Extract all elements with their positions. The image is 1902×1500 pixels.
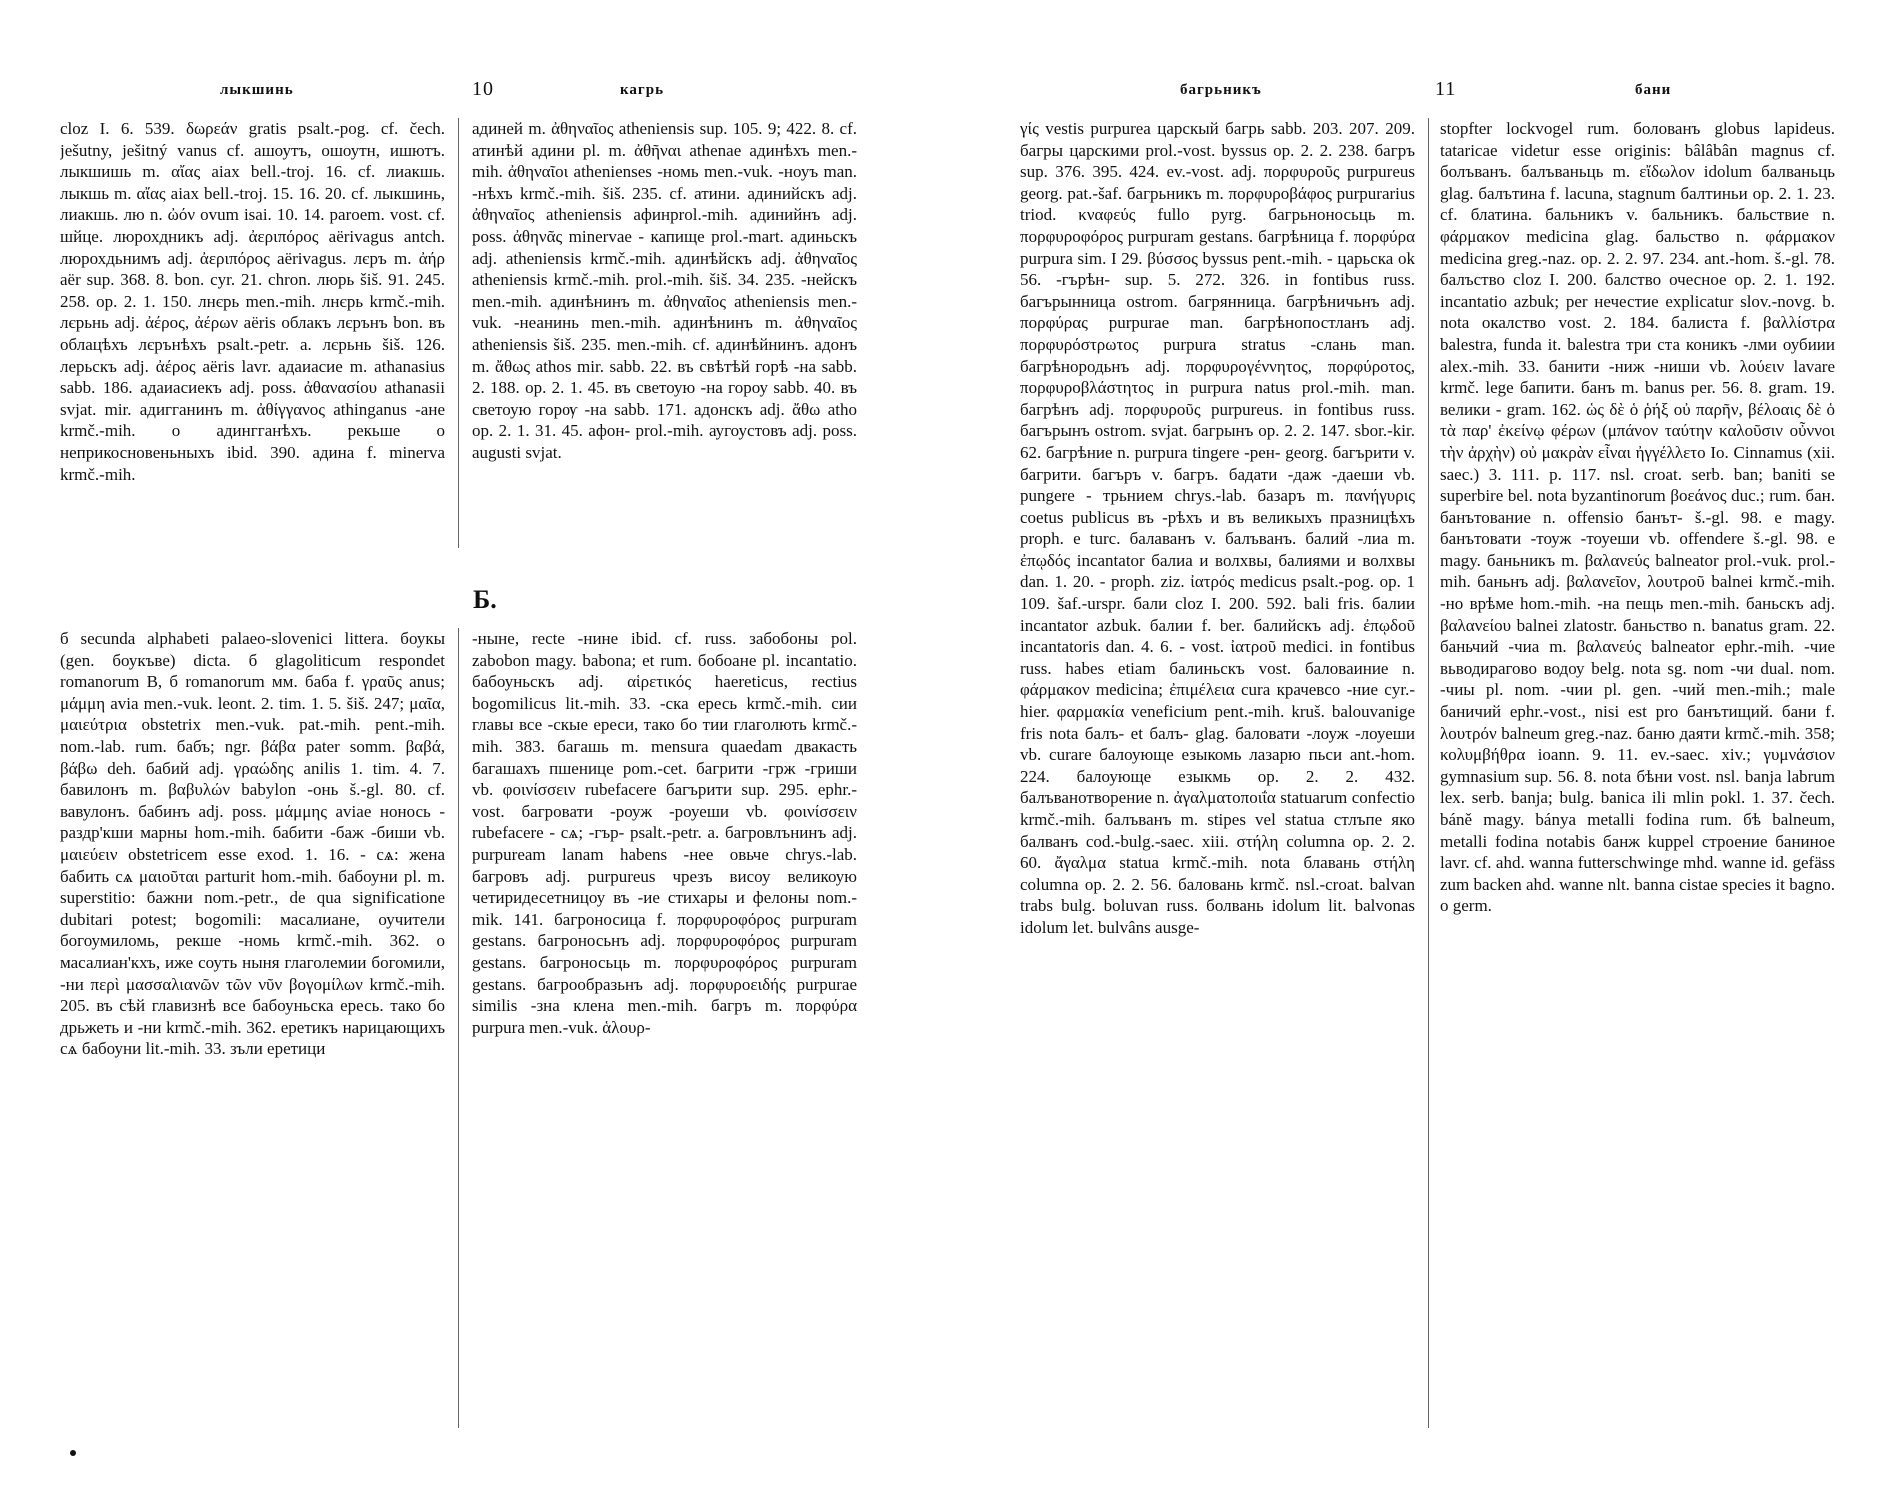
right-header-last-entry: бани [1635,82,1672,98]
entries-text: stopfter lockvogel rum. болованъ globus lapideus. tataricae videtur esse originis: bâlâbân magnus cf. болъванъ. балъваньць m. εἴδωλον idolum балваньць glag. балътина f. lacuna, stagnum балтиньи op. 2. 1. 23. cf. блатина. бальникъ v. бальникъ. бальствие n. φάρμακον medicina glag. бальство n. φάρμακον medicina greg.-naz. op. 2. 2. 97. 234. ant.-hom. š.-gl. 78. балъство cloz I. 200. балство очесное op. 2. 1. 192. incantatio azbuk; per нечестие explicatur slov.-novg. b. nota окалство vost. 2. 184. балиста f. βαλλίστρα balestra, funda it. balestra три ста коникъ -лми оубиии alex.-mih. 33. банити -ниж -ниши vb. λούειν lavare krmč. lege бапити. банъ m. banus per. 56. 8. gram. 19. велики - gram. 162. ὡς δὲ ὁ ῥήξ οὐ παρῆν, βέλοαις δὲ ὁ τὰ παρ' ἐκείνῳ φέρων (μπάνον ταύτην καλοῦσιν οὖννοι τὴν ἀρχὴν) οὐ μακρὰν εἶναι ἠγγέλλετο Io. Cinnamus (xii. saec.) 3. 111. p. 117. nsl. croat. serb. ban; baniti se superbire bel. nota byzantinorum βοεάνος duc.; rum. бан. банътование n. offensio банът- š.-gl. 98. e magy. банътовати -тоуж -тоуеши vb. offendere š.-gl. 98. e magy. баньникъ m. βαλανεύς balneator prol.-vuk. prol.-mih. баньнъ adj. βαλανεῖον, λουτροῦ balnei krmč.-mih. -но врѣме hom.-mih. -на пещь men.-mih. баньскъ adj. βαλανείου balnei zlatostr. баньство n. banatus gram. 22. баньчий -чиа m. βαλανεύς balneator ephr.-mih. -чие вьводирагово водоу belg. nota sg. nom -чи dual. nom. -чиы pl. nom. -чии pl. gen. -чий men.-mih.; male баничий ephr.-vost., nisi est pro банътищий. бани f. λουτρόν balneum greg.-naz. баню даяти krmč.-mih. 358; κολυμβήθρα ioann. 9. 11. ev.-saec. xiv.; γυμνάσιον gymnasium sup. 56. 8. nota бѣни vost. nsl. banja labrum lex. serb. banja; bulg. banica ili mlin pokl. 1. 37. čech. báně magy. bánya metalli fodina rum. бѣ balneum, metalli fodina notabis банж kuppel строение баниное lavr. cf. ahd. wanna futterschwinge mhd. wanne id. gefäss zum backen ahd. wanne nlt. banna cistae species it bagno. o germ. [1440,119,1835,916]
right-page [1020,0,1840,1500]
left-header-first-entry: лыкшинь [220,82,294,98]
left-column-1-bottom [60,628,445,1430]
column-divider [458,118,459,548]
left-page [60,0,940,1500]
entries-text: адиней m. ἀθηναῖος atheniensis sup. 105. 9; 422. 8. cf. атинѣй адини pl. m. ἀθῆναι athenae адинѣхъ men.-mih. ἀθηναῖοι athenienses -номь men.-vuk. -ноуъ man. -нѣхъ krmč.-mih. šiš. 235. cf. атини. адинийскъ adj. ἀθηναῖος atheniensis афинprol.-mih. адинийнъ adj. poss. ἀθηνᾶς minervae - капище prol.-mart. адиньскъ adj. atheniensis krmč.-mih. адинѣйскъ adj. ἀθηναῖος atheniensis krmč.-mih. prol.-mih. šiš. 34. 235. -нейскъ men.-mih. адинѣнинъ m. ἀθηναῖος atheniensis men.-vuk. -неанинь men.-mih. адинѣнинъ m. ἀθηναῖος atheniensis šiš. 235. men.-mih. cf. адинѣйнинъ. адонъ m. ἄθως athos mir. sabb. 22. въ свѣтѣй горѣ -на sabb. 2. 188. op. 2. 1. 45. въ светоую -на гороу sabb. 40. въ светоую горѹ -на sabb. 171. адонскъ adj. ἄθω atho op. 2. 1. 31. 45. афон- prol.-mih. аугоустовъ adj. poss. augusti svjat. [472,119,857,462]
entries-text: -ныне, recte -нине ibid. cf. russ. забобоны pol. zabobon magy. babona; et rum. бобоане pl. incantatio. бабоуньскъ adj. αἱρετικός haereticus, rectius bogomilicus lit.-mih. 33. -ска ересь krmč.-mih. сии главы все -скые ереси, тако бо тии глаголють krmč.-mih. 383. багашь m. mensura quaedam двакасть багашахъ пшенице pom.-cet. багрити -грж -гриши vb. φοινίσσειν rubefacere багърити sup. 295. ephr.-vost. багровати -роуж -роуеши vb. φοινίσσειν rubefacere - сѧ; -гър- psalt.-petr. a. багровлънинъ adj. purpuream lanam habens -нее овьче chrys.-lab. багровъ adj. purpureus чрезъ висоу великоую четиридесетницоу въ -ие стихары и фелоны nom.-mik. 141. багроносица f. πορφυροφόρος purpuram gestans. багроносьнъ adj. πορφυροφόρος purpuram gestans. багроносьць m. πορφυροφόρος purpuram gestans. багрообразьнъ adj. πορφυροειδής purpurae similis -зна клена men.-mih. багръ m. πορφύρα purpura men.-vuk. ἁλουρ- [472,629,857,1037]
right-column-2 [1440,118,1835,1448]
right-column-1 [1020,118,1415,1448]
left-column-2-top [472,118,857,574]
right-running-head [1020,78,1840,106]
entries-text: γίς vestis purpurea царскый багрь sabb. 203. 207. 209. багры царскими prol.-vost. byssus op. 2. 2. 238. багръ sup. 376. 395. 424. ev.-vost. adj. πορφυροῦς purpureus georg. pat.-šaf. багрьникъ m. πορφυροβάφος purpurarius triod. κναφεύς fullo pyrg. багрьноносьць m. πορφυροφόρος purpuram gestans. багрѣница f. πορφύρα purpura sim. I 29. βύσσος byssus pent.-mih. - царьска ok 56. -гърѣн- sup. 5. 272. 326. in fontibus russ. багърынница ostrom. багрянница. багрѣничьнъ adj. πορφύρας purpurae man. багрѣнопостланъ adj. πορφυρόστρωτος purpura stratus -слань man. багрѣнородьнъ adj. πορφυρογέννητος, πορφύροτος, πορφυροβλάστητος in purpura natus prol.-mih. man. багрѣнъ adj. πορφυροῦς purpureus. in fontibus russ. багърынъ ostrom. svjat. багрынъ op. 2. 2. 147. sbor.-kir. 62. багрѣние n. purpura tingere -рен- georg. багърити v. багрити. багъръ v. багръ. бадати -даж -даеши vb. pungere - трьнием chrys.-lab. базаръ m. πανήγυρις coetus publicus въ -рѣхъ и въ великыхъ празницѣхъ proph. e turc. балаванъ v. балъванъ. балий -лиа m. ἐπῳδός incantator балиа и волхвы, балиями и волхвы dan. 1. 20. - proph. ziz. ἰατρός medicus psalt.-pog. op. 1 109. šaf.-urspr. бали cloz I. 200. 592. bali fris. балии incantator azbuk. балии f. ber. балийскъ adj. ἐπῳδοῦ incantatoris dan. 4. 6. - vost. ἰατροῦ medici. in fontibus russ. habes etiam балиньскъ vost. баловаиние n. φάρμακον medicina; ἐπιμέλεια cura крачевсо -ние cyr.-hier. φαρμακία veneficium pent.-mih. kruš. balouvanige fris nota балъ- et балъ- glag. баловати -лоуж -лоуеши vb. curare балоующе езыкомь лазарю пьси ant.-hom. 224. балоующе езыкмь op. 2. 2. 432. балъванотворение n. ἀγαλματοποιΐα statuarum confectio krmč.-mih. балъванъ m. stipes vel statua стлъпе яко балванъ cod.-bulg.-saec. xiii. στήλη columna op. 2. 2. 60. ἄγαλμα statua krmč.-mih. nota блавань στήλη columna op. 2. 2. 56. баловань krmč. nsl.-croat. balvan trabs bulg. boluvan russ. болвань idolum lit. balvonas idolum let. bulvâns ausge- [1020,119,1415,937]
left-column-2-bottom [472,628,857,1430]
section-letter-heading: Б. [473,585,497,614]
entries-text: cloz I. 6. 539. δωρεάν gratis psalt.-pog. cf. čech. ješutny, ješitný vanus cf. ашоутъ, ошоутн, ишютъ. лыкшишь m. αἴας aiax bell.-troj. 16. cf. лиакшь. лыкшь m. αἴας aiax bell.-troj. 15. 16. 20. cf. лыкшинь, лиакшь. лю n. ὠόν ovum isai. 10. 14. paroem. vost. cf. шйце. люрохдникъ adj. ἀεριπόρος aërivagus antch. люрохдьнимъ adj. ἀεριπόρος aërivagus. лєръ m. ἀήρ aër sup. 368. 8. bon. cyr. 21. chron. люрь šiš. 91. 245. 258. op. 2. 1. 150. лнєрь men.-mih. лнєрь krmč.-mih. лєрьнь adj. ἀέρος, ἀέρων aëris облакъ лєрънъ bon. въ облацѣхъ лєрънѣхъ psalt.-petr. a. лєрьнь šiš. 126. лерьскъ adj. ἀέρος aëris lavr. адаиасие m. athanasius sabb. 186. адаиасиекъ adj. poss. ἀθανασίου athanasii svjat. mir. адигганинъ m. ἀθίγγανος athinganus -ане krmč.-mih. о адингганѣхъ. рекьше о неприкосновеньныхъ ibid. 390. адина f. minerva krmč.-mih. [60,119,445,484]
left-header-last-entry: кагрь [620,82,665,98]
column-divider [458,628,459,1428]
printer-mark [70,1450,76,1456]
left-page-number: 10 [472,78,494,100]
right-header-first-entry: багрьникъ [1180,82,1262,98]
left-column-1-top [60,118,445,574]
right-page-number: 11 [1435,78,1457,100]
entries-text: б secunda alphabeti palaeo-slovenici littera. боукы (gen. боукъве) dicta. б glagoliticum respondet romanorum B, б romanorum мм. баба f. γραῦς anus; μάμμη avia men.-vuk. leont. 2. tim. 1. 5. šiš. 247; μαῖα, μαιεύτρια obstetrix men.-vuk. pat.-mih. pent.-mih. nom.-lab. rum. бабъ; ngr. βάβα pater somm. βαβά, βάβω deh. бабий adj. γραώδης anilis 1. tim. 4. 7. бавилонъ m. βαβυλών babylon -онь š.-gl. 80. cf. вавулонъ. бабинъ adj. poss. μάμμης aviae нонось - раздр'кши марны hom.-mih. бабити -баж -биши vb. μαιεύειν obstetricem esse exod. 1. 16. - сѧ: жена бабить сѧ μαιοῦται parturit hom.-mih. бабоуни pl. m. superstitio: бажни nom.-petr., de qua significatione dubitari potest; bogomili: масалиане, оучители богоумиломь, рекше -номь krmč.-mih. 362. о масалиан'кхъ, иже соуть ныня глаголемии богомили, -ни περὶ μασσαλιανῶν τῶν νῦν βογομίλων krmč.-mih. 205. въ сѣй главизнѣ все бабоуньска ересь. тако бо дрьжеть и -ни krmč.-mih. 362. еретикъ нарицающихъ сѧ бабоуни lit.-mih. 33. зъли еретици [60,629,445,1059]
left-running-head [60,78,940,106]
column-divider [1428,118,1429,1428]
